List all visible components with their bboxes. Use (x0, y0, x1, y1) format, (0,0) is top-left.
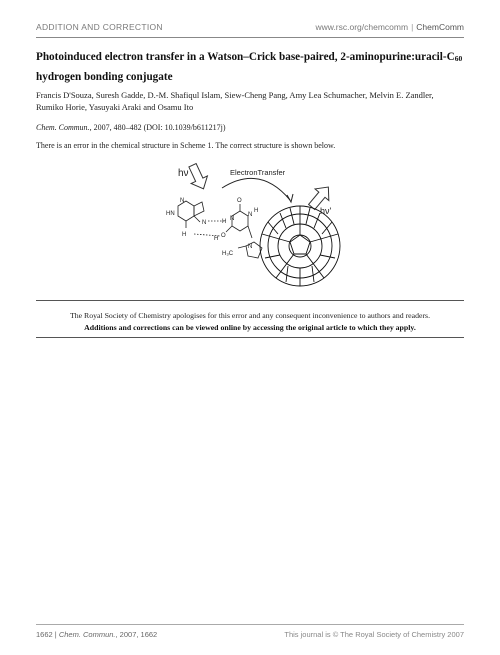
svg-text:H: H (214, 236, 219, 242)
notice-rule-top (36, 300, 464, 301)
footer-journal: Chem. Commun. (58, 630, 116, 639)
electron-transfer-arrow (222, 178, 290, 200)
chemical-scheme (150, 158, 390, 293)
footer-citation (36, 630, 157, 639)
citation-details[interactable]: , 2007, 480–482 (DOI: 10.1039/b611217j) (89, 123, 226, 132)
svg-text:H₃C: H₃C (222, 251, 234, 257)
article-title (36, 48, 466, 86)
footer-copyright: This journal is © The Royal Society of Chemistry 2007 (284, 630, 464, 639)
svg-text:H: H (254, 208, 259, 214)
hv-left-label: hν (178, 168, 189, 179)
section-label: ADDITION AND CORRECTION (36, 22, 163, 32)
svg-text:O: O (237, 198, 242, 204)
title-end: hydrogen bonding conjugate (36, 71, 173, 83)
journal-name: ChemComm (416, 22, 464, 32)
header-rule (36, 37, 464, 38)
notice-rule-bottom (36, 337, 464, 338)
header-right (316, 22, 465, 32)
aminopurine-structure (178, 201, 207, 228)
authors-line-2: Rumiko Horie, Yasuyaki Araki and Osamu Ito (36, 101, 194, 112)
svg-text:O: O (221, 233, 226, 239)
title-main: Photoinduced electron transfer in a Watson–Crick base-paired, 2-aminopurine:uracil-C (36, 51, 455, 63)
page-footer (36, 630, 464, 642)
page-number: 1662 (36, 630, 53, 639)
citation (36, 123, 225, 132)
scheme-figure (150, 158, 390, 293)
footer-separator: | (54, 630, 57, 639)
apology-notice: The Royal Society of Chemistry apologises for this error and any consequent inconvenience to authors and readers. (69, 311, 431, 320)
svg-text:N: N (180, 198, 185, 204)
svg-text:H: H (182, 232, 187, 238)
svg-text:HN: HN (166, 211, 175, 217)
author-list (36, 90, 436, 113)
svg-text:N: N (248, 212, 253, 218)
erratum-statement: There is an error in the chemical structure in Scheme 1. The correct structure is shown below. (36, 141, 336, 150)
header-separator: | (411, 22, 414, 32)
footer-rule (36, 624, 464, 625)
hv-right-label: hν' (320, 206, 332, 216)
svg-text:H: H (222, 219, 227, 225)
svg-text:N: N (248, 244, 253, 250)
electron-transfer-label: ElectronTransfer (230, 168, 286, 177)
fullerene-c60 (260, 206, 340, 286)
citation-journal: Chem. Commun. (36, 123, 90, 132)
online-notice: Additions and corrections can be viewed online by accessing the original article to which they apply. (84, 323, 416, 332)
site-link[interactable]: www.rsc.org/chemcomm (315, 22, 409, 32)
footer-year-page: , 2007, 1662 (115, 630, 158, 639)
title-subscript: 60 (454, 54, 463, 63)
authors-line-1: Francis D'Souza, Suresh Gadde, D.-M. Shafiqul Islam, Siew-Cheng Pang, Amy Lea Schumacher, Melvin E. Zandler, (36, 90, 434, 100)
svg-text:N: N (230, 216, 235, 222)
page-header (36, 22, 464, 36)
svg-text:N: N (202, 220, 207, 226)
